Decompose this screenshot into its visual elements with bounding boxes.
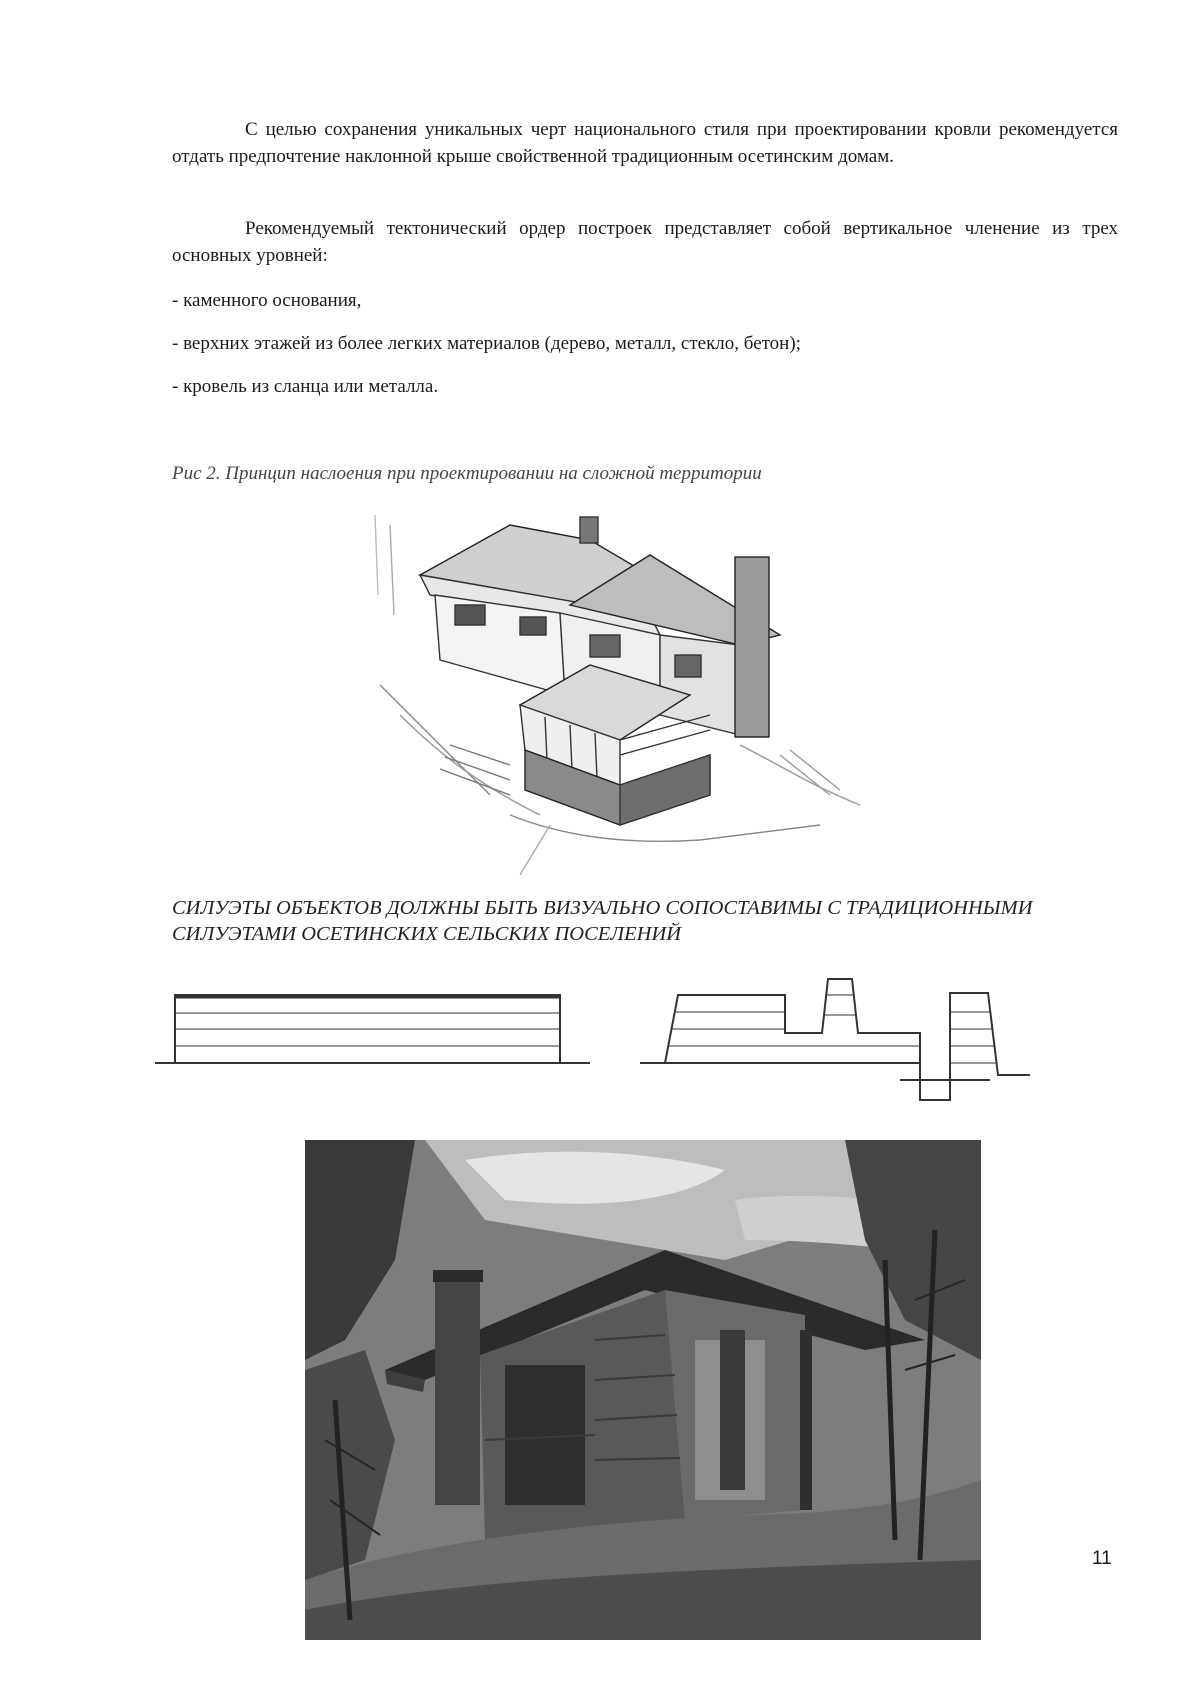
paragraph-roof-style: С целью сохранения уникальных черт национального стиля при проектировании кровли рекомендуется отдать предпочтение наклонной крыше свойственной традиционным осетинским домам. bbox=[172, 119, 1118, 167]
silhouette-heading: СИЛУЭТЫ ОБЪЕКТОВ ДОЛЖНЫ БЫТЬ ВИЗУАЛЬНО СОПОСТАВИМЫ С ТРАДИЦИОННЫМИ СИЛУЭТАМИ ОСЕТИНСКИХ СЕЛЬСКИХ ПОСЕЛЕНИЙ bbox=[172, 897, 1033, 945]
list-item-stone-base: - каменного основания, bbox=[172, 290, 362, 311]
monolithic-silhouette bbox=[155, 995, 590, 1063]
stepped-silhouette bbox=[640, 979, 1030, 1100]
page-number: 11 bbox=[1092, 1548, 1112, 1569]
figure-caption: Рис 2. Принцип наслоения при проектировании на сложной территории bbox=[172, 463, 762, 484]
house-sketch-image bbox=[360, 495, 920, 875]
list-item-upper-floors: - верхних этажей из более легких материалов (дерево, металл, стекло, бетон); bbox=[172, 333, 801, 354]
list-item-roofing: - кровель из сланца или металла. bbox=[172, 376, 439, 397]
paragraph-tectonic-order: Рекомендуемый тектонический ордер построек представляет собой вертикальное членение из трех основных уровней: bbox=[172, 218, 1118, 266]
stone-house-photo bbox=[305, 1140, 981, 1640]
silhouette-diagrams bbox=[150, 975, 1070, 1110]
